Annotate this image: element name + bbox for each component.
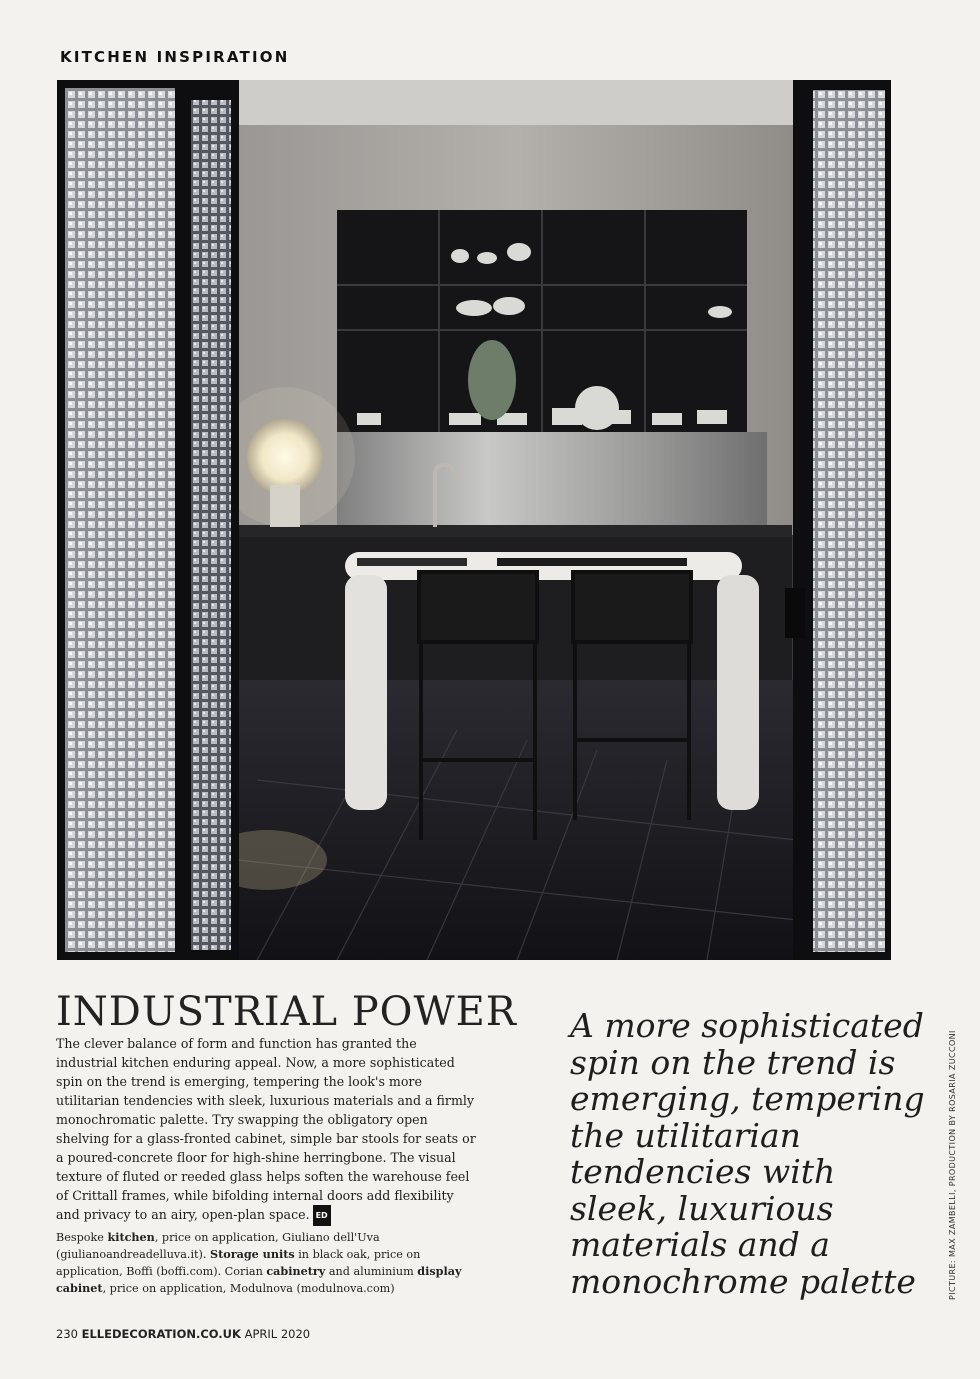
section-label: KITCHEN INSPIRATION: [60, 48, 290, 66]
end-badge: ED: [313, 1205, 331, 1226]
issue-date: APRIL 2020: [244, 1327, 311, 1341]
credit-bold: kitchen: [107, 1230, 155, 1244]
article-body: [56, 1034, 476, 1226]
credit-bold: cabinetry: [266, 1264, 326, 1278]
pull-quote: A more sophisticated spin on the trend is emerging, tempering the utilitarian tendencies with sleek, luxurious materials and a monochrome palette: [570, 1006, 925, 1301]
page-footer: [56, 1327, 310, 1341]
credit-bold: display cabinet: [56, 1264, 462, 1295]
product-credits: [56, 1229, 476, 1297]
credit-text: and aluminium: [325, 1265, 418, 1278]
credit-bold: Storage units: [210, 1247, 295, 1261]
photo-credit: PICTURE: MAX ZAMBELLI, PRODUCTION BY ROSARIA ZUCCONI: [948, 1030, 957, 1300]
kitchen-photo: [57, 80, 891, 960]
credit-text: , price on application, Modulnova (modulnova.com): [102, 1282, 395, 1295]
headline: INDUSTRIAL POWER: [56, 989, 517, 1035]
credit-text: in black oak, price on application, Boffi (boffi.com). Corian: [56, 1248, 421, 1278]
article-body-text: The clever balance of form and function has granted the industrial kitchen enduring appeal. Now, a more sophisticated spin on the trend is emerging, tempering the look's more utilitarian tendencies with sleek, luxurious materials and a firmly monochromatic palette. Try swapping the obligatory open shelving for a glass-fronted cabinet, simple bar stools for seats or a poured-concrete floor for high-shine herringbone. The visual texture of fluted or reeded glass helps soften the warehouse feel of Crittall frames, while bifolding internal doors add flexibility and privacy to an airy, open-plan space.: [56, 1036, 476, 1222]
page-number: 230: [56, 1327, 78, 1341]
site-url: ELLEDECORATION.CO.UK: [81, 1327, 241, 1341]
credit-text: , price on application, Giuliano dell'Uva (giulianoandreadelluva.it).: [56, 1231, 380, 1261]
credit-text: Bespoke: [56, 1231, 108, 1244]
